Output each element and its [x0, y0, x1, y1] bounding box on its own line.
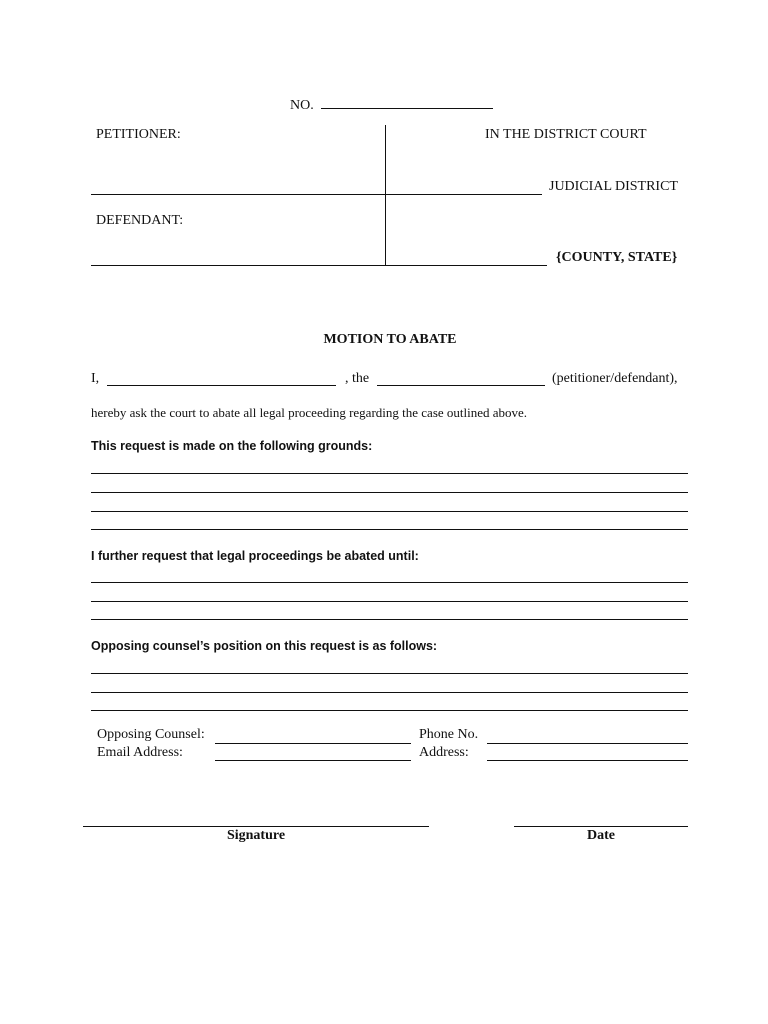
case-number-label: NO.: [290, 98, 314, 113]
opposing-line-1[interactable]: [91, 673, 688, 674]
grounds-line-2[interactable]: [91, 492, 688, 493]
phone-no-field[interactable]: [487, 743, 688, 744]
judicial-district-line[interactable]: [386, 194, 542, 195]
address-label: Address:: [419, 745, 469, 760]
defendant-name-line[interactable]: [91, 265, 385, 266]
petitioner-name-line[interactable]: [91, 194, 385, 195]
date-label: Date: [587, 828, 615, 843]
intro-middle: , the: [345, 371, 370, 386]
intro-line-2: hereby ask the court to abate all legal proceeding regarding the case outlined above.: [91, 405, 528, 420]
case-number-row: [290, 94, 493, 114]
opposing-line-3[interactable]: [91, 710, 688, 711]
judicial-district-label: JUDICIAL DISTRICT: [549, 179, 678, 194]
opposing-counsel-field[interactable]: [215, 743, 411, 744]
opposing-heading: Opposing counsel’s position on this request is as follows:: [91, 639, 438, 653]
intro-suffix: (petitioner/defendant),: [552, 371, 678, 386]
opposing-line-2[interactable]: [91, 692, 688, 693]
until-heading: I further request that legal proceedings be abated until:: [91, 549, 419, 563]
email-address-field[interactable]: [215, 760, 411, 761]
signature-label: Signature: [226, 828, 286, 843]
opposing-counsel-label: Opposing Counsel:: [97, 727, 205, 742]
county-state-label: {COUNTY, STATE}: [556, 250, 678, 265]
document-title: MOTION TO ABATE: [323, 332, 457, 347]
case-number-field[interactable]: [321, 94, 493, 109]
grounds-line-3[interactable]: [91, 511, 688, 512]
intro-prefix: I,: [91, 371, 100, 386]
date-line[interactable]: [514, 826, 688, 827]
role-field-line[interactable]: [377, 385, 545, 386]
phone-no-label: Phone No.: [419, 727, 479, 742]
caption-divider: [385, 125, 386, 266]
until-line-1[interactable]: [91, 582, 688, 583]
grounds-heading: This request is made on the following grounds:: [91, 439, 373, 453]
grounds-line-4[interactable]: [91, 529, 688, 530]
until-line-2[interactable]: [91, 601, 688, 602]
grounds-line-1[interactable]: [91, 473, 688, 474]
email-address-label: Email Address:: [97, 745, 183, 760]
name-field-line[interactable]: [107, 385, 336, 386]
petitioner-label: PETITIONER:: [96, 127, 181, 142]
defendant-label: DEFENDANT:: [96, 213, 184, 228]
county-state-line[interactable]: [386, 265, 547, 266]
court-label: IN THE DISTRICT COURT: [485, 127, 647, 142]
address-field[interactable]: [487, 760, 688, 761]
until-line-3[interactable]: [91, 619, 688, 620]
signature-line[interactable]: [83, 826, 429, 827]
